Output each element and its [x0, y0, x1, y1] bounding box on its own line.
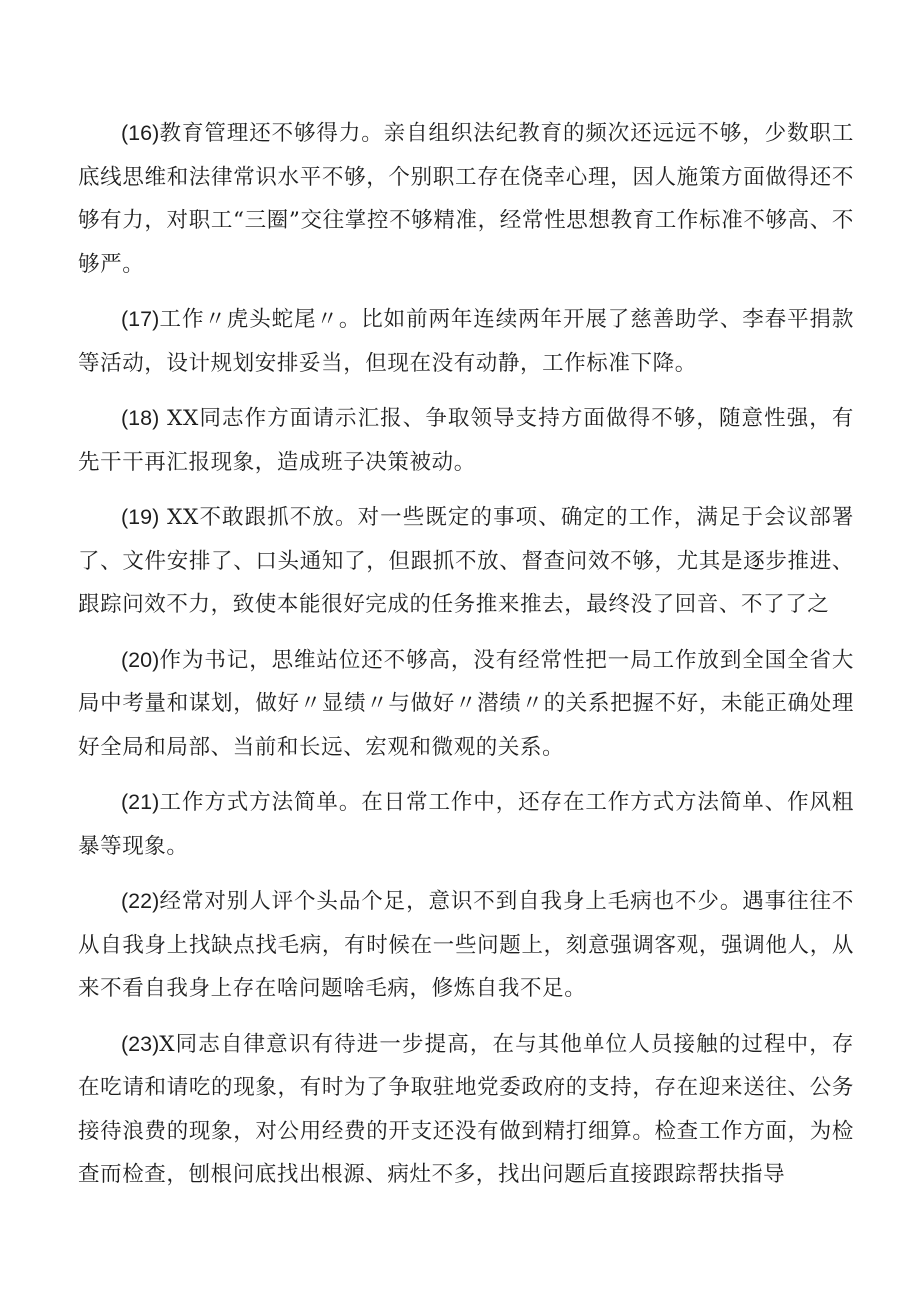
paragraph-number: (22): [121, 889, 160, 913]
paragraph-number: (18): [121, 406, 160, 430]
paragraph-number: (21): [121, 790, 160, 814]
paragraph-16: [78, 112, 854, 286]
paragraph-number: (20): [121, 647, 160, 672]
paragraph-text: 工作〃虎头蛇尾〃。比如前两年连续两年开展了慈善助学、李春平捐款等活动，设计规划安排妥当，但现在没有动静，工作标准下降。: [78, 307, 854, 376]
paragraph-18: [78, 397, 854, 484]
paragraph-number: (16): [121, 121, 160, 145]
paragraph-19: [78, 496, 854, 627]
paragraph-text: 经常对别人评个头品个足，意识不到自我身上毛病也不少。遇事往往不从自我身上找缺点找毛病，有时候在一些问题上，刻意强调客观，强调他人，从来不看自我身上存在啥问题啥毛病，修炼自我不足。: [78, 889, 854, 1001]
paragraph-20: [78, 639, 854, 770]
paragraph-number: (23): [121, 1031, 160, 1056]
paragraph-23: [78, 1023, 854, 1197]
paragraph-text: 工作方式方法简单。在日常工作中，还存在工作方式方法简单、作风粗暴等现象。: [78, 790, 854, 859]
paragraph-text: XX同志作方面请示汇报、争取领导支持方面做得不够，随意性强，有先干干再汇报现象，造成班子决策被动。: [78, 406, 854, 475]
document-body: [78, 112, 854, 1209]
paragraph-21: [78, 781, 854, 868]
paragraph-22: [78, 880, 854, 1011]
paragraph-number: (19): [121, 505, 160, 529]
paragraph-17: [78, 298, 854, 385]
paragraph-number: (17): [121, 307, 160, 331]
paragraph-text: X同志自律意识有待进一步提高，在与其他单位人员接触的过程中，存在吃请和请吃的现象，有时为了争取驻地党委政府的支持，存在迎来送往、公务接待浪费的现象，对公用经费的开支还没有做到精打细算。检查工作方面，为检查而检查，刨根问底找出根源、病灶不多，找出问题后直接跟踪帮扶指导: [78, 1031, 854, 1187]
paragraph-text: 作为书记，思维站位还不够高，没有经常性把一局工作放到全国全省大局中考量和谋划，做好〃显绩〃与做好〃潜绩〃的关系把握不好，未能正确处理好全局和局部、当前和长远、宏观和微观的关系。: [78, 647, 854, 760]
paragraph-text: 教育管理还不够得力。亲自组织法纪教育的频次还远远不够，少数职工底线思维和法律常识水平不够，个别职工存在侥幸心理，因人施策方面做得还不够有力，对职工“三圈”交往掌控不够精准，经常性思想教育工作标准不够高、不够严。: [78, 121, 854, 277]
paragraph-text: XX不敢跟抓不放。对一些既定的事项、确定的工作，满足于会议部署了、文件安排了、口头通知了，但跟抓不放、督查问效不够，尤其是逐步推进、跟踪问效不力，致使本能很好完成的任务推来推去，最终没了回音、不了了之: [78, 505, 854, 617]
